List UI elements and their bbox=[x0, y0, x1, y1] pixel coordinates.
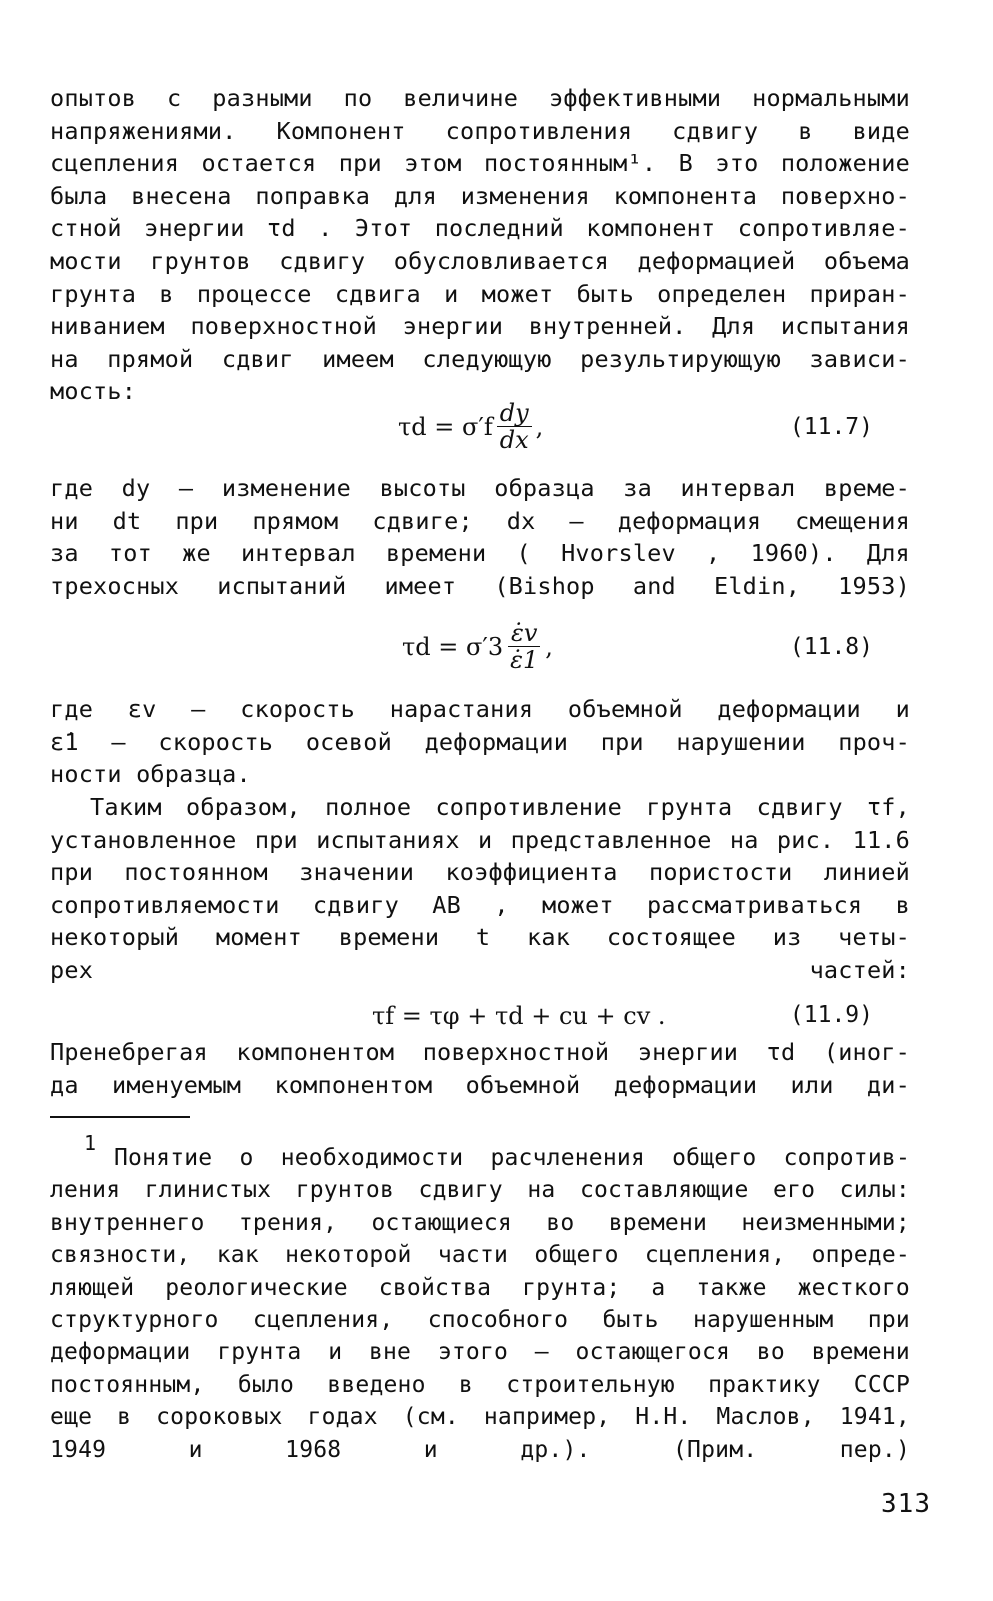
text-line: деформации грунта и вне этого – остающегося во времени bbox=[50, 1339, 910, 1366]
equation-number: (11.7) bbox=[789, 414, 873, 440]
equation-number: (11.9) bbox=[789, 1002, 873, 1028]
text-line: структурного сцепления, способного быть нарушенным при bbox=[50, 1307, 910, 1334]
text-line: ни dt при прямом сдвиге; dx – деформация смещения bbox=[50, 506, 910, 535]
equation-lhs: τd = σ′f bbox=[398, 412, 493, 441]
text-line: постоянным, было введено в строительную практику СССР bbox=[50, 1371, 910, 1398]
text-line: трехосных испытаний имеет (Bishop and Eldin, 1953) bbox=[50, 571, 910, 600]
text-line: Таким образом, полное сопротивление грунта сдвигу τf, bbox=[90, 793, 910, 821]
fraction-numerator: ε̇v bbox=[508, 620, 540, 647]
equation-11-7 bbox=[0, 400, 993, 460]
text-line: сопротивляемости сдвигу AB , может рассматриваться в bbox=[50, 890, 910, 919]
paragraph-2 bbox=[50, 472, 910, 602]
equation-number: (11.8) bbox=[789, 634, 873, 660]
text-line: на прямой сдвиг имеем следующую результирующую зависи- bbox=[50, 344, 910, 373]
text-line: ниванием поверхностной энергии внутренней. Для испытания bbox=[50, 312, 910, 341]
text-line: напряжениями. Компонент сопротивления сдвигу в виде bbox=[50, 116, 910, 145]
text-line: некоторый момент времени t как состоящее из четы- bbox=[50, 923, 910, 952]
footnote bbox=[50, 1142, 910, 1466]
equation-11-8 bbox=[0, 620, 993, 680]
text-line: рех частей: bbox=[50, 955, 910, 984]
paragraph-4 bbox=[50, 791, 910, 987]
paragraph-1 bbox=[50, 82, 910, 408]
text-line: Понятие о необходимости расчленения общего сопротив- bbox=[114, 1145, 910, 1171]
text-line: за тот же интервал времени ( Hvorslev , 1960). Для bbox=[50, 539, 910, 568]
text-line: где εv – скорость нарастания объемной деформации и bbox=[50, 695, 910, 723]
text-line: еще в сороковых годах (см. например, Н.Н. Маслов, 1941, bbox=[50, 1404, 910, 1431]
text-line: опытов с разными по величине эффективными нормальными bbox=[50, 84, 910, 112]
page-number: 313 bbox=[881, 1489, 931, 1519]
equation-trail: , bbox=[535, 412, 544, 441]
text-line: ления глинистых грунтов сдвигу на составляющие его силы: bbox=[50, 1177, 910, 1204]
equation-trail: , bbox=[545, 632, 553, 661]
text-line: ляющей реологические свойства грунта; а также жесткого bbox=[50, 1274, 910, 1301]
fraction-denominator: ε̇1 bbox=[510, 646, 539, 674]
text-line: 1949 и 1968 и др.). (Прим. пер.) bbox=[50, 1436, 910, 1463]
text-line: ε̇1 – скорость осевой деформации при нарушении проч- bbox=[50, 727, 910, 756]
text-line: была внесена поправка для изменения компонента поверхно- bbox=[50, 181, 910, 210]
text-line: да именуемым компонентом объемной деформации или ди- bbox=[50, 1070, 910, 1099]
text-line: сцепления остается при этом постоянным¹. В это положение bbox=[50, 149, 910, 178]
text-line: мость: bbox=[50, 377, 137, 406]
text-line: где dy – изменение высоты образца за интервал време- bbox=[50, 474, 910, 502]
equation-fraction bbox=[507, 620, 541, 673]
text-line: Пренебрегая компонентом поверхностной энергии τd (иног- bbox=[50, 1038, 910, 1066]
footnote-mark: 1 bbox=[84, 1131, 97, 1155]
fraction-denominator: dx bbox=[499, 426, 529, 454]
equation-fraction bbox=[497, 400, 532, 453]
text-line: грунта в процессе сдвига и может быть определен приран- bbox=[50, 279, 910, 308]
text-line: ности образца. bbox=[50, 760, 251, 789]
text-line: связности, как некоторой части общего сцепления, опреде- bbox=[50, 1242, 910, 1269]
fraction-numerator: dy bbox=[497, 400, 532, 427]
paragraph-3 bbox=[50, 693, 910, 791]
text-line: установленное при испытаниях и представленное на рис. 11.6 bbox=[50, 825, 910, 854]
footnote-divider bbox=[50, 1116, 190, 1118]
text-line: при постоянном значении коэффициента пористости линией bbox=[50, 858, 910, 887]
text-line: мости грунтов сдвигу обусловливается деформацией объема bbox=[50, 246, 910, 275]
equation-formula: τf = τφ + τd + cu + cv . bbox=[372, 1002, 666, 1030]
paragraph-5 bbox=[50, 1036, 910, 1101]
equation-lhs: τd = σ′3 bbox=[402, 632, 504, 661]
text-line: внутреннего трения, остающиеся во времени неизменными; bbox=[50, 1209, 910, 1236]
text-line: стной энергии τd . Этот последний компонент сопротивляе- bbox=[50, 214, 910, 243]
